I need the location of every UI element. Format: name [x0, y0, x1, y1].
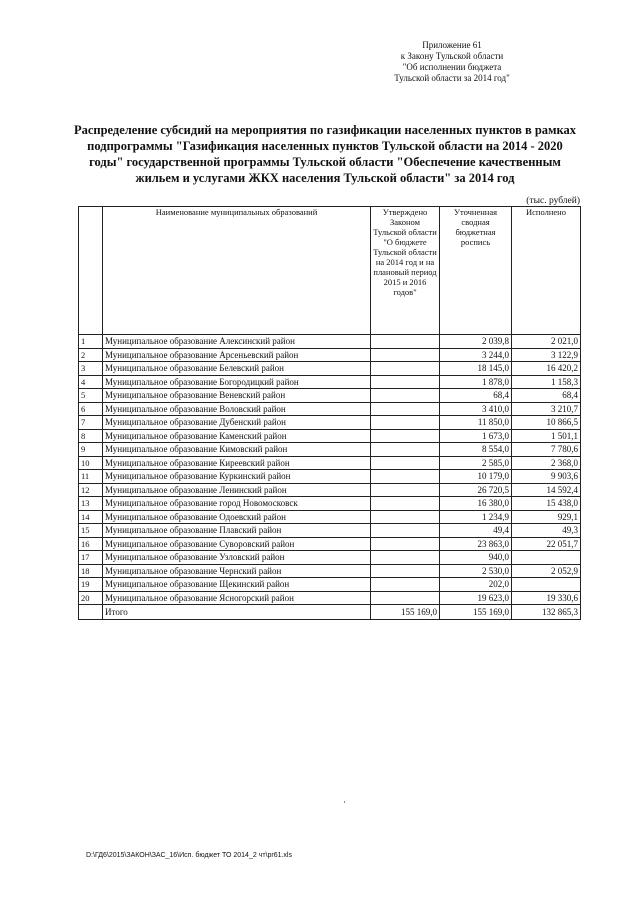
table-row: [79, 389, 581, 403]
table-row: [79, 375, 581, 389]
header-approved: Утверждено Законом Тульской области "О бюджете Тульской области на 2014 год и на плановый период 2015 и 2016 годов": [371, 207, 440, 335]
table-row: [79, 578, 581, 592]
total-label: Итого: [103, 605, 371, 620]
row-index: 11: [79, 470, 103, 484]
row-name: Муниципальное образование Кимовский район: [103, 443, 371, 457]
table-row: [79, 335, 581, 349]
row-refined: 68,4: [440, 389, 512, 403]
table-row: [79, 416, 581, 430]
row-refined: 940,0: [440, 551, 512, 565]
row-executed: 14 592,4: [512, 483, 581, 497]
table-row: [79, 551, 581, 565]
row-name: Муниципальное образование Чернский район: [103, 564, 371, 578]
row-index: 17: [79, 551, 103, 565]
row-approved: [371, 591, 440, 605]
table-row: [79, 443, 581, 457]
row-refined: 1 234,9: [440, 510, 512, 524]
table-row: [79, 429, 581, 443]
row-name: Муниципальное образование Куркинский район: [103, 470, 371, 484]
row-approved: [371, 443, 440, 457]
appendix-header: [362, 40, 542, 84]
table-row: [79, 362, 581, 376]
row-executed: 2 021,0: [512, 335, 581, 349]
row-name: Муниципальное образование Арсеньевский район: [103, 348, 371, 362]
row-refined: 8 554,0: [440, 443, 512, 457]
row-name: Муниципальное образование Суворовский район: [103, 537, 371, 551]
header-executed: Исполнено: [512, 207, 581, 335]
row-index: 8: [79, 429, 103, 443]
row-executed: 22 051,7: [512, 537, 581, 551]
row-refined: 18 145,0: [440, 362, 512, 376]
header-index: [79, 207, 103, 335]
row-refined: 1 673,0: [440, 429, 512, 443]
row-approved: [371, 551, 440, 565]
appendix-line: "Об исполнении бюджета: [402, 62, 502, 72]
row-executed: 3 210,7: [512, 402, 581, 416]
row-refined: 2 585,0: [440, 456, 512, 470]
row-approved: [371, 416, 440, 430]
row-refined: 26 720,5: [440, 483, 512, 497]
total-executed: 132 865,3: [512, 605, 581, 620]
row-index: 4: [79, 375, 103, 389]
row-index: 7: [79, 416, 103, 430]
table-row: [79, 591, 581, 605]
header-refined: Уточненная сводная бюджетная роспись: [440, 207, 512, 335]
total-row: [79, 605, 581, 620]
row-executed: 3 122,9: [512, 348, 581, 362]
row-approved: [371, 483, 440, 497]
row-executed: 9 903,6: [512, 470, 581, 484]
row-name: Муниципальное образование Щекинский район: [103, 578, 371, 592]
row-name: Муниципальное образование Киреевский район: [103, 456, 371, 470]
table-row: [79, 524, 581, 538]
row-index: 16: [79, 537, 103, 551]
row-refined: 10 179,0: [440, 470, 512, 484]
row-name: Муниципальное образование Ленинский район: [103, 483, 371, 497]
row-executed: [512, 551, 581, 565]
row-executed: 929,1: [512, 510, 581, 524]
row-executed: 7 780,6: [512, 443, 581, 457]
row-name: Муниципальное образование Веневский район: [103, 389, 371, 403]
row-refined: 11 850,0: [440, 416, 512, 430]
row-approved: [371, 537, 440, 551]
row-refined: 3 410,0: [440, 402, 512, 416]
row-approved: [371, 429, 440, 443]
row-index: 10: [79, 456, 103, 470]
table-row: [79, 564, 581, 578]
table-row: [79, 510, 581, 524]
row-index: 1: [79, 335, 103, 349]
row-index: 14: [79, 510, 103, 524]
row-executed: 19 330,6: [512, 591, 581, 605]
document-title: Распределение субсидий на мероприятия по газификации населенных пунктов в рамках подпрограммы "Газификация населенных пунктов Тульской области на 2014 - 2020 годы" государственной программы Тульской области "Обеспечение качественным жильем и услугами ЖКХ населения Тульской области" за 2014 год: [73, 123, 577, 185]
row-name: Муниципальное образование Ясногорский район: [103, 591, 371, 605]
table-row: [79, 497, 581, 511]
table-header-row: [79, 207, 581, 335]
row-name: Муниципальное образование Белевский район: [103, 362, 371, 376]
file-path-footer: D:\ГД6\2015\ЗАКОН\ЗАС_16\Исп. бюджет ТО 2014_2 чт\pr61.xls: [86, 852, 292, 859]
row-refined: 23 863,0: [440, 537, 512, 551]
row-approved: [371, 456, 440, 470]
row-index: 18: [79, 564, 103, 578]
row-executed: 1 501,1: [512, 429, 581, 443]
table-row: [79, 483, 581, 497]
row-refined: 1 878,0: [440, 375, 512, 389]
row-approved: [371, 578, 440, 592]
row-executed: 15 438,0: [512, 497, 581, 511]
row-name: Муниципальное образование Богородицкий район: [103, 375, 371, 389]
row-executed: 2 052,9: [512, 564, 581, 578]
table-row: [79, 537, 581, 551]
row-executed: 68,4: [512, 389, 581, 403]
row-index: 13: [79, 497, 103, 511]
units-label: (тыс. рублей): [526, 196, 580, 206]
row-approved: [371, 564, 440, 578]
row-refined: 16 380,0: [440, 497, 512, 511]
row-name: Муниципальное образование Воловский район: [103, 402, 371, 416]
row-name: Муниципальное образование Алексинский район: [103, 335, 371, 349]
row-refined: 202,0: [440, 578, 512, 592]
row-approved: [371, 510, 440, 524]
table-body: [79, 335, 581, 605]
row-index: 3: [79, 362, 103, 376]
appendix-line: Тульской области за 2014 год": [394, 73, 510, 83]
row-executed: 2 368,0: [512, 456, 581, 470]
row-name: Муниципальное образование Узловский район: [103, 551, 371, 565]
row-approved: [371, 335, 440, 349]
row-executed: 10 866,5: [512, 416, 581, 430]
scan-speck: [344, 801, 345, 803]
row-approved: [371, 375, 440, 389]
total-refined: 155 169,0: [440, 605, 512, 620]
total-approved: 155 169,0: [371, 605, 440, 620]
row-name: Муниципальное образование Одоевский район: [103, 510, 371, 524]
row-refined: 19 623,0: [440, 591, 512, 605]
row-approved: [371, 389, 440, 403]
row-approved: [371, 402, 440, 416]
appendix-line: Приложение 61: [422, 40, 482, 50]
table-row: [79, 470, 581, 484]
table-row: [79, 348, 581, 362]
row-executed: 16 420,2: [512, 362, 581, 376]
row-refined: 49,4: [440, 524, 512, 538]
row-index: 12: [79, 483, 103, 497]
row-name: Муниципальное образование город Новомосковск: [103, 497, 371, 511]
row-name: Муниципальное образование Плавский район: [103, 524, 371, 538]
row-approved: [371, 362, 440, 376]
row-refined: 2 530,0: [440, 564, 512, 578]
row-executed: [512, 578, 581, 592]
table-row: [79, 456, 581, 470]
row-refined: 3 244,0: [440, 348, 512, 362]
row-name: Муниципальное образование Каменский район: [103, 429, 371, 443]
row-approved: [371, 348, 440, 362]
row-approved: [371, 524, 440, 538]
row-index: 6: [79, 402, 103, 416]
row-index: 2: [79, 348, 103, 362]
row-index: 5: [79, 389, 103, 403]
row-executed: 1 158,3: [512, 375, 581, 389]
row-index: 15: [79, 524, 103, 538]
row-executed: 49,3: [512, 524, 581, 538]
appendix-line: к Закону Тульской области: [400, 51, 504, 61]
subsidy-table: [78, 206, 581, 620]
row-refined: 2 039,8: [440, 335, 512, 349]
row-approved: [371, 470, 440, 484]
row-approved: [371, 497, 440, 511]
header-name: Наименование муниципальных образований: [103, 207, 371, 335]
table-row: [79, 402, 581, 416]
row-index: 20: [79, 591, 103, 605]
total-index: [79, 605, 103, 620]
row-index: 19: [79, 578, 103, 592]
row-index: 9: [79, 443, 103, 457]
row-name: Муниципальное образование Дубенский район: [103, 416, 371, 430]
